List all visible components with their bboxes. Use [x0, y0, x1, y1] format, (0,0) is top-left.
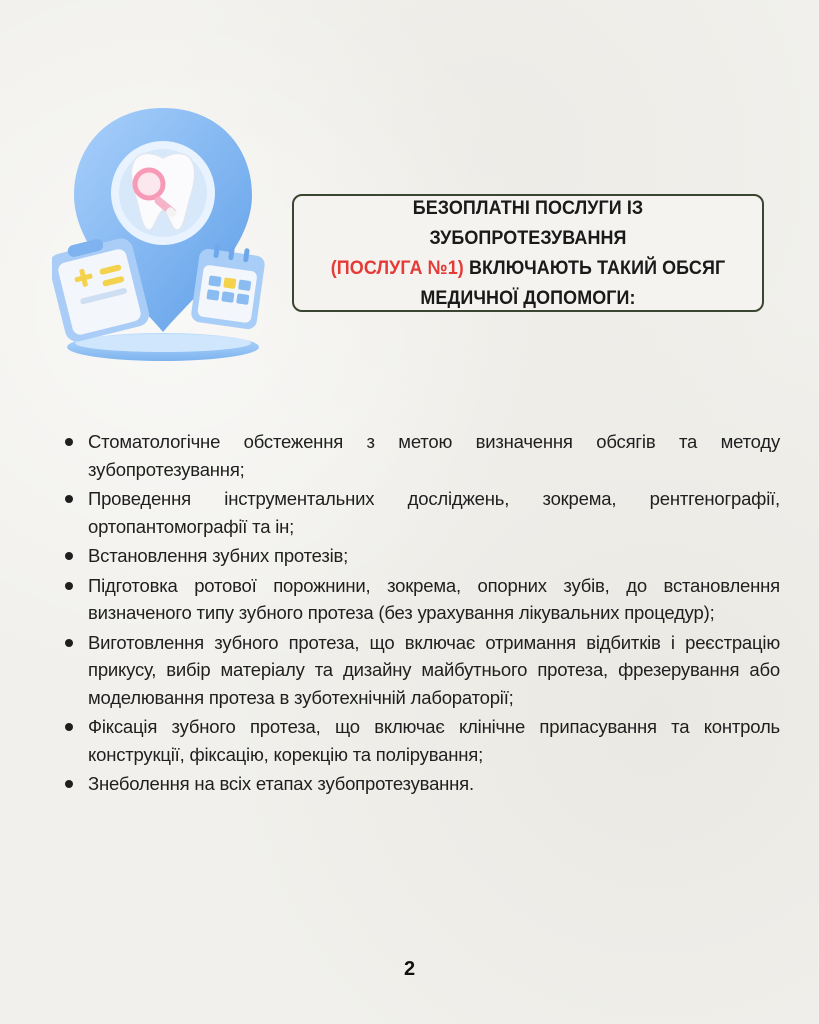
list-item-text: Стоматологічне обстеження з метою визначення обсягів та методу зубопротезування; [88, 431, 780, 480]
heading-line-2-rest: ВКЛЮЧАЮТЬ ТАКИЙ ОБСЯГ [463, 257, 726, 279]
heading-line-2 [313, 253, 744, 283]
dental-illustration [52, 100, 267, 370]
heading-box [292, 194, 764, 312]
list-item-text: Проведення інструментальних досліджень, зокрема, рентгенографії, ортопантомографії та ін; [88, 488, 780, 537]
bullet-icon [65, 582, 73, 590]
bullet-icon [65, 723, 73, 731]
list-item [62, 428, 780, 483]
bullet-icon [65, 552, 73, 560]
map-pin-icon [52, 100, 267, 370]
list-item [62, 713, 780, 768]
bullet-icon [65, 495, 73, 503]
heading-line-1: БЕЗОПЛАТНІ ПОСЛУГИ ІЗ ЗУБОПРОТЕЗУВАННЯ [412, 197, 644, 249]
bullet-icon [65, 438, 73, 446]
bullet-icon [65, 780, 73, 788]
heading [313, 193, 744, 313]
heading-line-3: МЕДИЧНОЇ ДОПОМОГИ: [420, 287, 636, 309]
list-item-text: Знеболення на всіх етапах зубопротезування. [88, 773, 474, 794]
list-item-text: Фіксація зубного протеза, що включає клінічне припасування та контроль конструкції, фіксацію, корекцію та полірування; [88, 716, 780, 765]
list-item-text: Підготовка ротової порожнини, зокрема, опорних зубів, до встановлення визначеного типу зубного протеза (без урахування лікувальних процедур); [88, 574, 780, 623]
page-number: 2 [403, 958, 416, 980]
bullet-icon [65, 639, 73, 647]
list-item-text: Встановлення зубних протезів; [88, 545, 349, 566]
list-item-text: Виготовлення зубного протеза, що включає отримання відбитків і реєстрацію прикусу, вибір матеріалу та дизайну майбутнього протеза, фрезерування або моделювання протеза в зуботехнічній лабораторії; [88, 631, 780, 708]
list-item [62, 485, 780, 540]
list-item [62, 629, 780, 712]
heading-accent: (ПОСЛУГА №1) [330, 257, 464, 279]
list-item [62, 770, 780, 798]
services-list [62, 428, 780, 800]
list-item [62, 572, 780, 627]
calendar-icon [190, 244, 266, 331]
list-item [62, 542, 780, 570]
